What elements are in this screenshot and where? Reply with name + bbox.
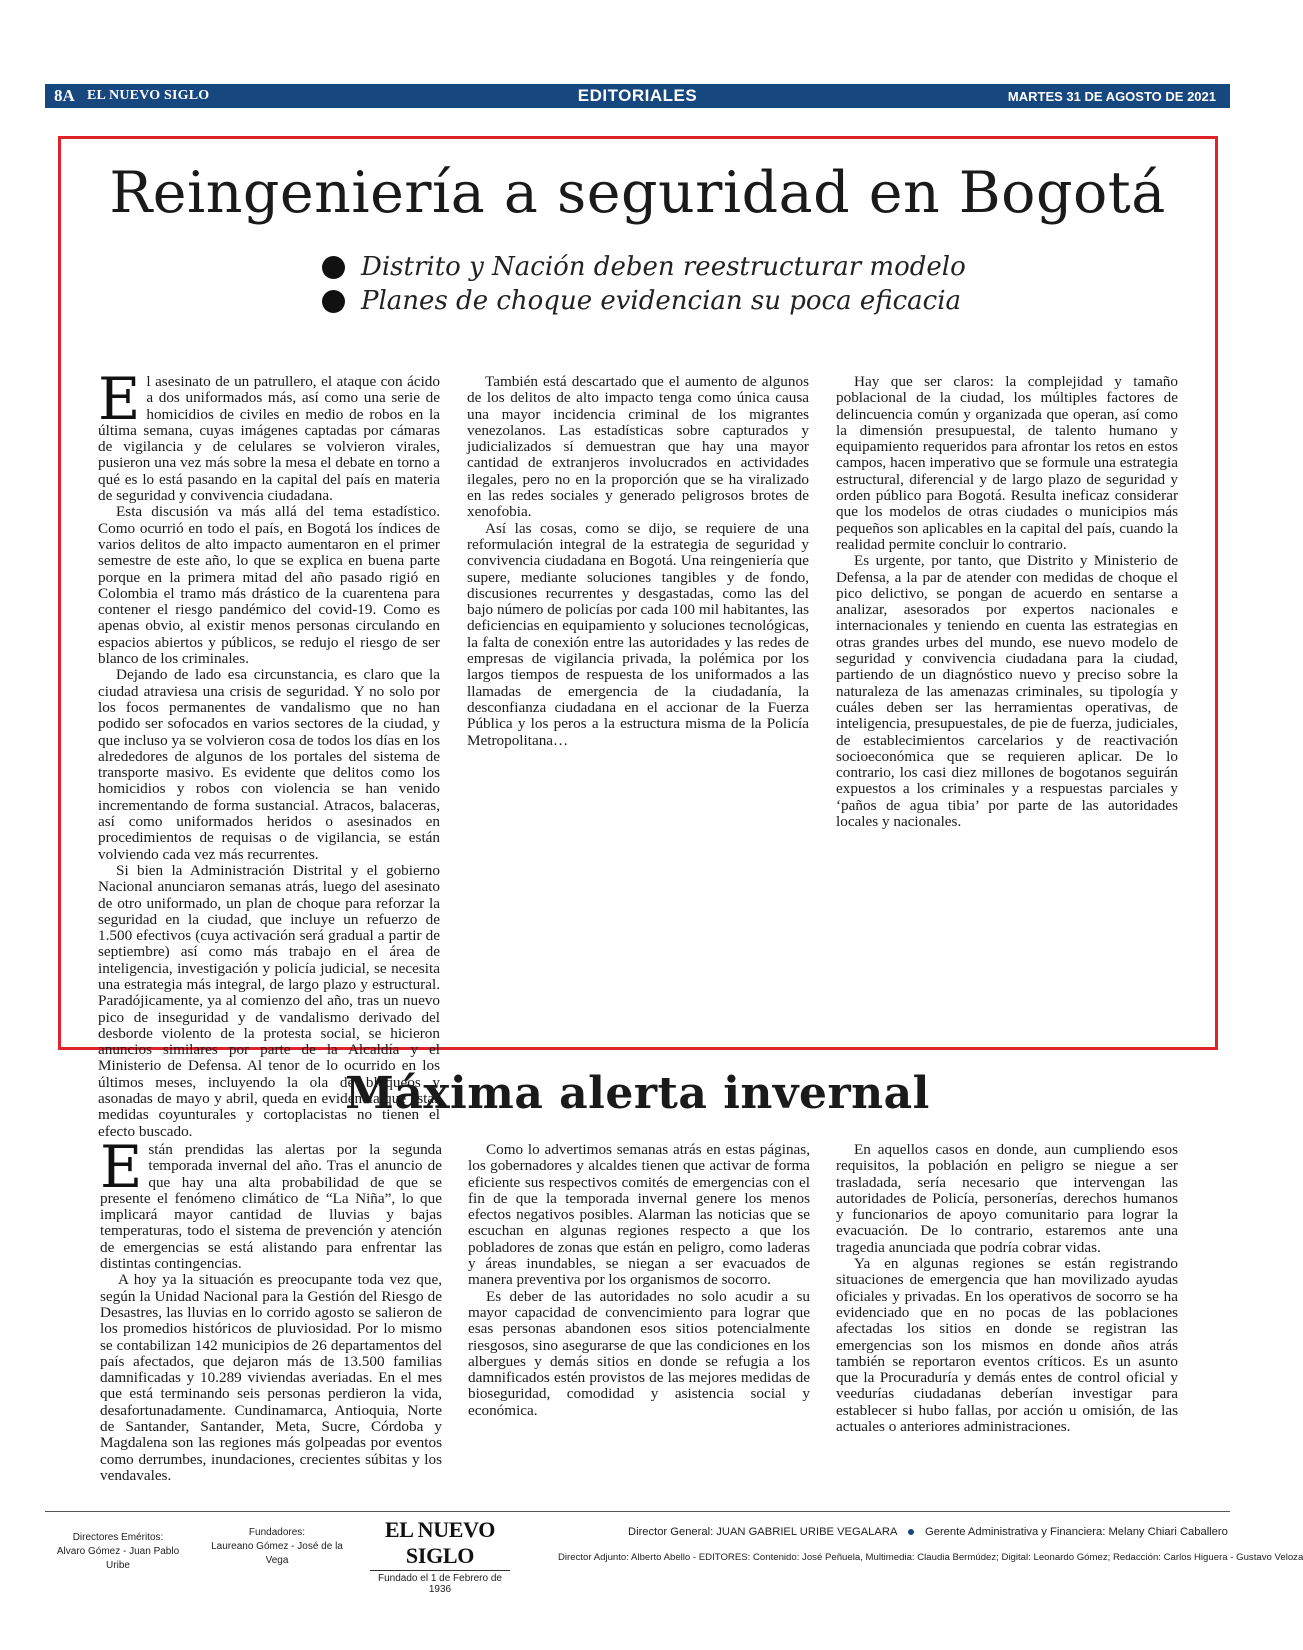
second-editorial-column-2 [468, 1142, 810, 1474]
article-paragraph: Como lo advertimos semanas atrás en estas páginas, los gobernadores y alcaldes tienen que activar de forma eficiente sus respectivos comités de emergencias con el fin de que la temporada invernal genere los menos efectos negativos posibles. Alarman las noticias que se escuchan en algunas regiones respecto a que los pobladores de zonas que están en peligro, como laderas y áreas inundables, se niegan a ser evacuados de manera preventiva por los organismos de socorro. [468, 1141, 810, 1289]
lead-editorial-column-2 [467, 374, 809, 1019]
lead-editorial-column-3 [836, 374, 1178, 1019]
second-editorial-title: Máxima alerta invernal [345, 1068, 930, 1119]
article-paragraph: Es deber de las autoridades no solo acudir a su mayor capacidad de convencimiento para lograr que esas personas abandonen esos sitios potencialmente riesgosos, sino asegurarse de que las condiciones en los albergues y demás sitios en donde se refugia a los damnificados estén provistos de las mejores medidas de bioseguridad, comodidad y asistencia social y económica. [468, 1287, 810, 1419]
article-paragraph: En aquellos casos en donde, aun cumpliendo esos requisitos, la población en peligro se niegue a ser trasladada, sería necesario que intervengan las autoridades de Policía, personerías, derechos humanos y funcionarios de apoyo comunitario para lograr la evacuación. De lo contrario, estaremos ante una tragedia anunciada que podría cobrar vidas. [836, 1141, 1178, 1256]
bullet-dot-icon [322, 290, 345, 313]
management-line [628, 1526, 1228, 1538]
separator-dot-icon [908, 1529, 914, 1535]
emeritus-directors-names: Alvaro Gómez - Juan Pablo Uribe [56, 1546, 180, 1571]
lead-editorial-title: Reingeniería a seguridad en Bogotá [109, 160, 1166, 226]
second-editorial-body [100, 1133, 1178, 1484]
emeritus-directors-label: Directores Eméritos: [72, 1532, 164, 1543]
article-paragraph: Si bien la Administración Distrital y el gobierno Nacional anunciaron semanas atrás, luego del asesinato de otro uniformado, un plan de choque para reforzar la seguridad en la ciudad, que incluye un refuerzo de 1.500 efectivos (cuya activación será gradual a partir de septiembre) así como más trabajo en el área de inteligencia, investigación y policía judicial, se necesita una estrategia más integral, de largo plazo y estructural. Paradójicamente, ya al comienzo del año, tras un nuevo pico de inseguridad y de vandalismo derivado del desborde violento de la protesta social, se hicieron anuncios similares por parte de la Alcaldía y el Ministerio de Defensa. Al tenor de lo ocurrido en los últimos meses, incluyendo la ola de bloqueos y asonadas de mayo y abril, queda en evidencia que estas medidas coyunturales y cortoplacistas no tienen el efecto buscado. [98, 861, 440, 1140]
director-general: Director General: JUAN GABRIEL URIBE VEGALARA [628, 1526, 897, 1538]
drop-cap: E [98, 365, 141, 433]
footer-divider [45, 1511, 1230, 1512]
issue-date: MARTES 31 DE AGOSTO DE 2021 [1007, 89, 1216, 104]
article-paragraph: Así las cosas, como se dijo, se requiere de una reformulación integral de la estrategia de seguridad y convivencia ciudadana en Bogotá. Una reingeniería que supere, mediante soluciones tangibles y de fondo, discusiones recurrentes y desgastadas, como las del bajo número de policías por cada 100 mil habitantes, las deficiencias en equipamiento y soluciones tecnológicas, la falta de conexión entre las autoridades y las redes de empresas de vigilancia privada, la polémica por los largos tiempos de respuesta de los uniformados a las llamadas de emergencia de la ciudadanía, la desconfianza ciudadana en el accionar de la Fuerza Pública y los peros a la estructura misma de la Policía Metropolitana… [467, 519, 809, 749]
article-paragraph: Esta discusión va más allá del tema estadístico. Como ocurrió en todo el país, en Bogotá los índices de varios delitos de alto impacto aumentaron en el primer semestre de este año, lo que se explica en buena parte porque en la primera mitad del año pasado rigió en Colombia el tramo más drástico de la cuarentena para contener el riesgo pandémico del covid-19. Como es apenas obvio, al existir menos personas circulando en espacios abiertos y públicos, se redujo el riesgo de ser blanco de los criminales. [98, 503, 440, 668]
founding-date: Fundado el 1 de Febrero de 1936 [378, 1573, 502, 1595]
lead-editorial-summary [322, 250, 966, 318]
article-paragraph: Hay que ser claros: la complejidad y tamaño poblacional de la ciudad, los múltiples factores de delincuencia común y organizada que operan, así como la dimensión presupuestal, de talento humano y equipamiento requeridos para afrontar los retos en estos campos, hacen imperativo que se formule una estrategia estructural, diferencial y de largo plazo de seguridad y orden público para Bogotá. Resulta ineficaz considerar que los modelos de otras ciudades o municipios más pequeños son aplicables en la capital del país, cuando la realidad permite concluir lo contrario. [836, 373, 1178, 553]
page-number: 8A [54, 86, 75, 105]
second-editorial-column-1 [100, 1133, 442, 1484]
financial-manager: Gerente Administrativa y Financiera: Melany Chiari Caballero [925, 1526, 1228, 1538]
article-paragraph: Dejando de lado esa circunstancia, es claro que la ciudad atraviesa una crisis de seguridad. Y no solo por los focos permanentes de vandalismo que no han podido ser sofocados en varios sectores de la ciudad, y que incluso ya se volvieron cosa de todos los días en los alrededores de algunos de los portales del sistema de transporte masivo. Es evidente que delitos como los homicidios y robos con violencia se han venido incrementando de forma sustancial. Atracos, balaceras, así como uniformados heridos o asesinados en procedimientos de requisas o de vigilancia, se están volviendo cada vez más recurrentes. [98, 666, 440, 863]
founders-names: Laureano Gómez - José de la Vega [211, 1541, 343, 1566]
footer-logo [370, 1517, 510, 1595]
editors-line: Director Adjunto: Alberto Abello - EDITORES: Contenido: José Peñuela, Multimedia: Claudia Bermúdez; Digital: Leonardo Gómez; Redacción: Carlos Higuera - Gustavo Veloza [558, 1552, 1303, 1563]
article-paragraph: Ya en algunas regiones se están registrando situaciones de emergencia que han movilizado ayudas oficiales y privadas. En los operativos de socorro se ha evidenciado que en no pocas de las poblaciones afectadas los sitios en donde se registran las emergencias son los mismos en donde años atrás también se reportaron eventos críticos. Es un asunto que la Procuraduría y demás entes de control oficial y veedurías ciudadanas deberían investigar para establecer si hubo fallas, por acción u omisión, de las actuales o anteriores administraciones. [836, 1255, 1178, 1436]
lead-editorial-column-1 [98, 365, 440, 1140]
second-editorial-column-3 [836, 1142, 1178, 1474]
article-paragraph: A hoy ya la situación es preocupante toda vez que, según la Unidad Nacional para la Gestión del Riesgo de Desastres, las lluvias en lo corrido agosto se salieron de los promedios históricos de pluviosidad. Por lo mismo se contabilizan 142 municipios de 26 departamentos del país afectados, que dejaron más de 13.500 familias damnificadas y 10.289 viviendas averiadas. En el mes que está terminando seis personas perdieron la vida, desafortunadamente. Cundinamarca, Antioquia, Norte de Santander, Santander, Meta, Sucre, Córdoba y Magdalena son las regiones más golpeadas por eventos como derrumbes, inundaciones, crecientes súbitas y los vendavales. [100, 1271, 442, 1484]
emeritus-directors [45, 1531, 191, 1573]
section-title: EDITORIALES [577, 86, 698, 105]
founders [203, 1526, 351, 1568]
summary-bullet-text: Distrito y Nación deben reestructurar modelo [361, 252, 966, 282]
footer-logo-name: EL NUEVO SIGLO [370, 1517, 510, 1571]
drop-cap: E [100, 1133, 143, 1201]
bullet-dot-icon [322, 256, 345, 279]
founders-label: Fundadores: [248, 1527, 306, 1538]
summary-bullet [322, 284, 966, 318]
article-paragraph: Están prendidas las alertas por la segunda temporada invernal del año. Tras el anuncio de que hay una alta probabilidad de que se presente el fenómeno climático de “La Niña”, lo que implicará mayor cantidad de lluvias y bajas temperaturas, todo el sistema de prevención y atención de emergencias se está alistando para enfrentar las distintas contingencias. [100, 1133, 442, 1273]
masthead-brand: EL NUEVO SIGLO [87, 88, 210, 103]
page-header-bar [45, 84, 1230, 108]
article-paragraph: Es urgente, por tanto, que Distrito y Ministerio de Defensa, a la par de atender con medidas de choque el pico delictivo, se pongan de acuerdo en sentarse a analizar, asesorados por expertos nacionales e internacionales y teniendo en cuenta las estrategias en otras grandes urbes del mundo, ese nuevo modelo de seguridad y convivencia ciudadana para la ciudad, partiendo de un diagnóstico nuevo y preciso sobre la naturaleza de las amenazas criminales, su tipología y cuáles deben ser las herramientas operativas, de inteligencia, presupuestales, de pie de fuerza, judiciales, de establecimientos carcelarios y de reactivación socioeconómica que se requieren aplicar. De lo contrario, los casi diez millones de bogotanos seguirán expuestos a los criminales y a respuestas parciales y ‘paños de agua tibia’ por parte de las autoridades locales y nacionales. [836, 552, 1178, 831]
article-paragraph: También está descartado que el aumento de algunos de los delitos de alto impacto tenga como única causa una mayor incidencia criminal de los migrantes venezolanos. Las estadísticas sobre capturados y judicializados sí demuestran que hay una mayor cantidad de extranjeros involucrados en actividades ilegales, pero no en la proporción que se ha viralizado en las redes sociales y generado peligrosos brotes de xenofobia. [467, 373, 809, 521]
summary-bullet [322, 250, 966, 284]
article-paragraph: El asesinato de un patrullero, el ataque con ácido a dos uniformados más, así como una serie de homicidios de civiles en medio de robos en la última semana, cuyas imágenes captadas por cámaras de vigilancia y de celulares se volvieron virales, pusieron una vez más sobre la mesa el debate en torno a qué es lo está pasando en la capital del país en materia de seguridad y convivencia ciudadana. [98, 365, 440, 505]
summary-bullet-text: Planes de choque evidencian su poca eficacia [361, 286, 962, 316]
